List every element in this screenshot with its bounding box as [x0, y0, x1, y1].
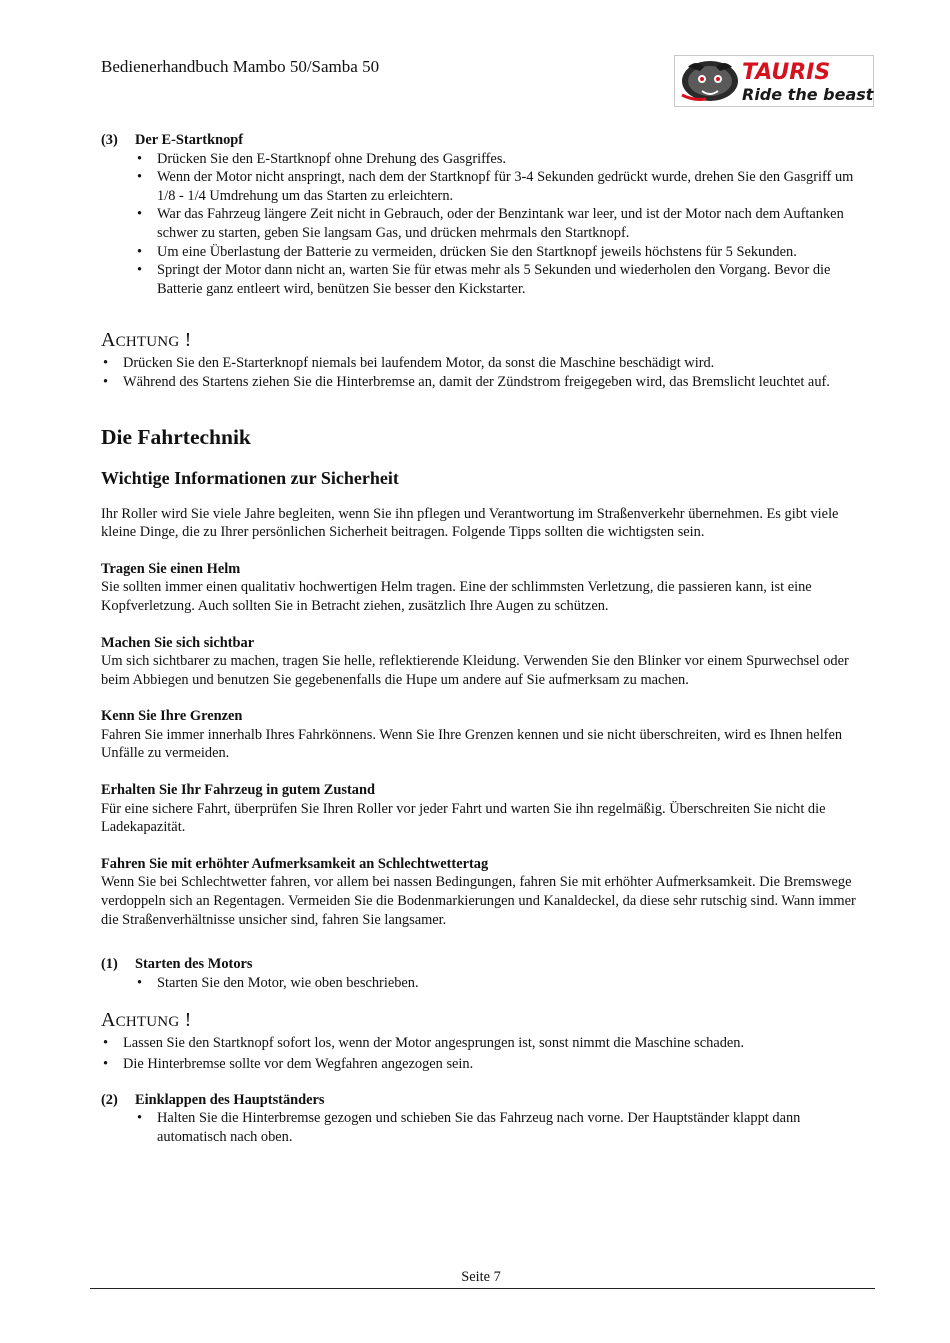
chapter-subtitle: Wichtige Informationen zur Sicherheit	[101, 467, 399, 488]
tip-text: Wenn Sie bei Schlechtwetter fahren, vor allem bei nassen Bedingungen, fahren Sie mit erhöhter Aufmerksamkeit. Die Bremswege verdoppeln sich an Regentagen. Vermeiden Sie die Bodenmarkierungen und Kanaldeckel, da diese sehr rutschig sind. Wann immer die Straßenverhältnisse unsicher sind, fahren Sie langsamer.	[101, 874, 856, 928]
section-title: Starten des Motors	[135, 956, 253, 973]
section-heading	[101, 955, 861, 974]
section-bullet-list	[135, 150, 861, 299]
warning-mark: !	[184, 1009, 192, 1032]
warning-first-letter: A	[101, 1009, 116, 1032]
list-item: • Wenn der Motor nicht anspringt, nach dem der Startknopf für 3-4 Sekunden gedrückt wurde, drehen Sie den Gasgriff um 1/8 - 1/4 Umdrehung um das Starten zu erleichtern.	[135, 168, 861, 205]
warning-bullet-list	[101, 1034, 861, 1073]
warning-rest: CHTUNG	[115, 334, 180, 351]
warning-bullet-list	[101, 354, 861, 391]
list-item: • Die Hinterbremse sollte vor dem Wegfahren angezogen sein.	[101, 1055, 861, 1074]
section-number: (2)	[101, 1091, 118, 1108]
logo-slogan-text: Ride the beast!	[742, 85, 874, 104]
list-item: • Springt der Motor dann nicht an, warten Sie für etwas mehr als 5 Sekunden und wiederholen den Vorgang. Bevor die Batterie ganz entleert wird, benützen Sie besser den Kickstarter.	[135, 261, 861, 298]
list-item: • Um eine Überlastung der Batterie zu vermeiden, drücken Sie den Startknopf jeweils höchstens für 5 Sekunden.	[135, 243, 861, 262]
tip-title: Tragen Sie einen Helm	[101, 560, 241, 577]
tip-title: Machen Sie sich sichtbar	[101, 634, 255, 651]
tip-block	[101, 560, 861, 616]
list-item: • Drücken Sie den E-Startknopf ohne Drehung des Gasgriffes.	[135, 150, 861, 169]
section-bullet-list	[135, 1109, 861, 1146]
tip-text: Um sich sichtbarer zu machen, tragen Sie helle, reflektierende Kleidung. Verwenden Sie den Blinker vor einem Spurwechsel oder beim Abbiegen und benutzen Sie gegebenenfalls die Hupe um andere auf Sie aufmerksam zu machen.	[101, 653, 849, 688]
section-heading	[101, 131, 861, 150]
section-number: (1)	[101, 956, 118, 973]
tip-block	[101, 634, 861, 690]
list-item: • Starten Sie den Motor, wie oben beschrieben.	[135, 974, 861, 993]
page-header-title: Bedienerhandbuch Mambo 50/Samba 50	[101, 57, 380, 76]
page-number: Seite 7	[461, 1269, 501, 1285]
section-number: (3)	[101, 132, 118, 148]
section-heading	[101, 1091, 861, 1110]
list-item: • War das Fahrzeug längere Zeit nicht in Gebrauch, oder der Benzintank war leer, und ist der Motor nach dem Auftanken schwer zu starten, geben Sie langsam Gas, und drücken mehrmals den Startknopf.	[135, 205, 861, 242]
list-item: • Während des Startens ziehen Sie die Hinterbremse an, damit der Zündstrom freigegeben wird, das Bremslicht leuchtet auf.	[101, 373, 861, 392]
warning-rest: CHTUNG	[115, 1014, 180, 1031]
list-item: • Drücken Sie den E-Starterknopf niemals bei laufendem Motor, da sonst die Maschine beschädigt wird.	[101, 354, 861, 373]
tip-block	[101, 781, 861, 837]
warning-heading	[101, 328, 861, 354]
tip-text: Fahren Sie immer innerhalb Ihres Fahrkönnens. Wenn Sie Ihre Grenzen kennen und sie nicht überschreiten, wird es Ihnen helfen Unfälle zu vermeiden.	[101, 726, 843, 762]
section-title: Einklappen des Hauptständers	[135, 1091, 325, 1108]
tauris-logo	[674, 55, 874, 107]
tauris-logo-graphic	[674, 55, 874, 107]
intro-paragraph: Ihr Roller wird Sie viele Jahre begleiten, wenn Sie ihn pflegen und Verantwortung im Straßenverkehr übernehmen. Es gibt viele kleine Dinge, die zu Ihrer persönlichen Sicherheit beitragen. Folgende Tipps sollten die wichtigsten sein.	[101, 505, 839, 541]
tip-text: Für eine sichere Fahrt, überprüfen Sie Ihren Roller vor jeder Fahrt und warten Sie ihn regelmäßig. Überschreiten Sie nicht die Ladekapazität.	[101, 800, 826, 836]
section-bullet-list	[135, 974, 861, 993]
tip-title: Erhalten Sie Ihr Fahrzeug in gutem Zustand	[101, 782, 375, 799]
warning-first-letter: A	[101, 329, 116, 352]
tip-text: Sie sollten immer einen qualitativ hochwertigen Helm tragen. Eine der schlimmsten Verletzung, die passieren kann, ist eine Kopfverletzung. Auch sollten Sie in Betracht ziehen, zusätzlich Ihre Augen zu schützen.	[101, 579, 812, 614]
tip-block	[101, 855, 861, 929]
chapter-title: Die Fahrtechnik	[101, 424, 251, 449]
page-content	[101, 130, 861, 1146]
list-item: • Lassen Sie den Startknopf sofort los, wenn der Motor angesprungen ist, sonst nimmt die Maschine schaden.	[101, 1034, 861, 1053]
tip-title: Kenn Sie Ihre Grenzen	[101, 708, 243, 725]
warning-heading	[101, 1008, 861, 1034]
section-title: Der E-Startknopf	[135, 132, 244, 148]
tip-block	[101, 707, 861, 763]
list-item: • Halten Sie die Hinterbremse gezogen und schieben Sie das Fahrzeug nach vorne. Der Hauptständer klappt dann automatisch nach oben.	[135, 1109, 861, 1146]
logo-brand-text: TAURIS	[742, 60, 831, 85]
beast-emblem-icon	[682, 61, 738, 101]
footer-divider	[90, 1288, 875, 1289]
warning-mark: !	[184, 329, 192, 352]
tip-title: Fahren Sie mit erhöhter Aufmerksamkeit an Schlechtwettertag	[101, 855, 489, 872]
